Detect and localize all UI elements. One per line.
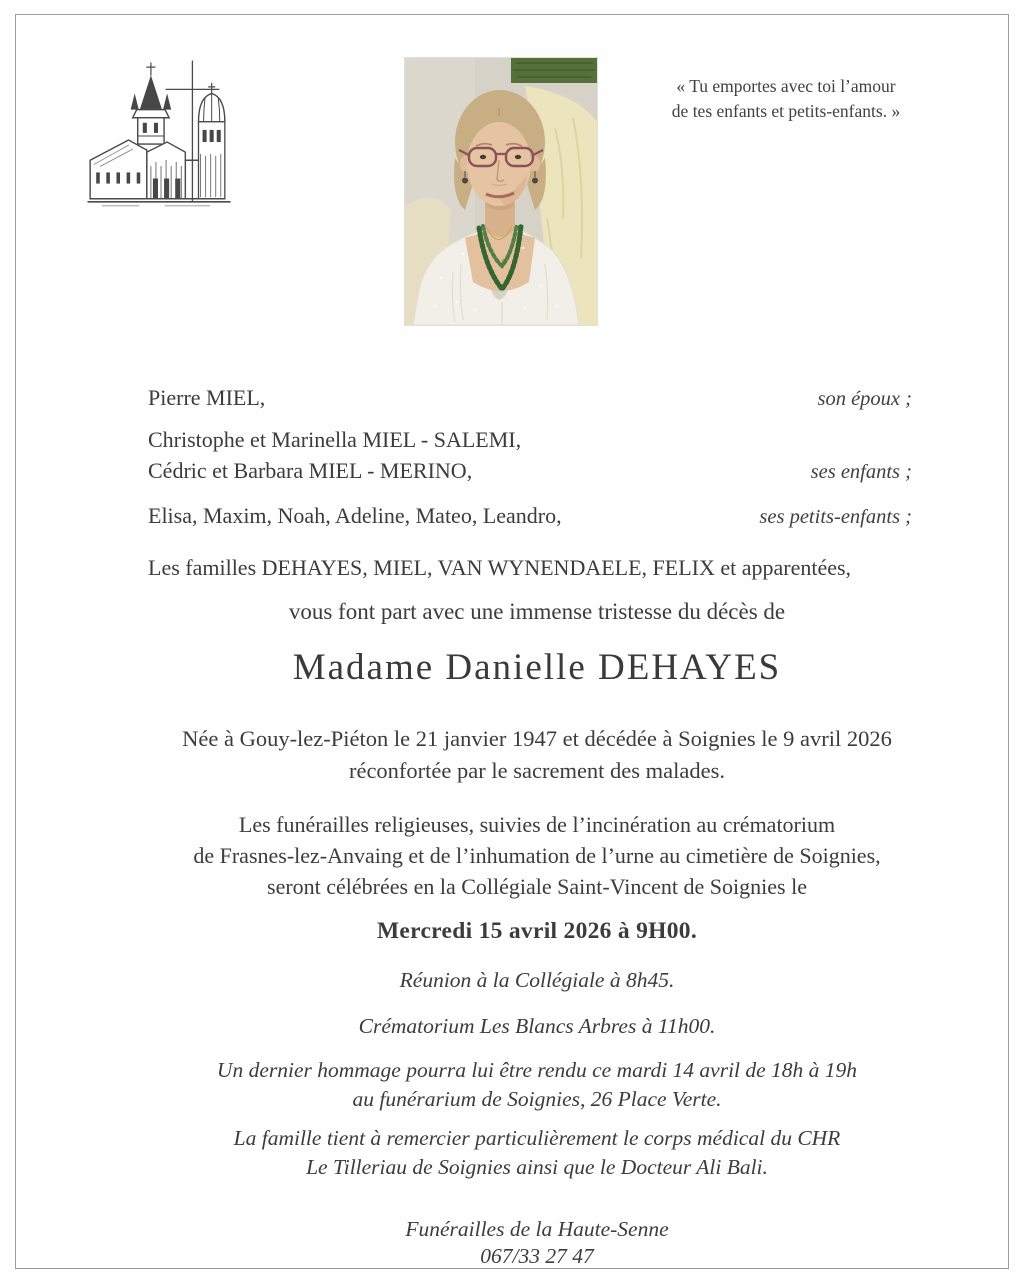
- ceremony-line-2: de Frasnes-lez-Anvaing et de l’inhumation de l’urne au cimetière de Soignies,: [193, 843, 881, 868]
- tribute-paragraph: [48, 1056, 1026, 1114]
- ceremony-date: Mercredi 15 avril 2026 à 9H00.: [376, 918, 698, 944]
- sacrament-line: réconfortée par le sacrement des malades.: [348, 758, 726, 783]
- life-dates-block: [48, 723, 1026, 787]
- meeting-line: Réunion à la Collégiale à 8h45.: [399, 968, 675, 992]
- ceremony-paragraph: [48, 809, 1026, 902]
- tribute-line-1: Un dernier hommage pourra lui être rendu ce mardi 14 avril de 18h à 19h: [216, 1058, 858, 1082]
- funeral-home-phone: 067/33 27 47: [480, 1244, 594, 1268]
- family-row: [148, 458, 912, 484]
- family-names: Les familles DEHAYES, MIEL, VAN WYNENDAELE, FELIX et apparentées,: [148, 555, 852, 580]
- church-illustration: [80, 48, 238, 230]
- portrait-photo: [405, 58, 597, 325]
- relationship-label: son époux ;: [817, 388, 912, 410]
- relationship-label: ses enfants ;: [810, 461, 912, 483]
- quote-line-1: « Tu emportes avec toi l’amour: [676, 76, 896, 96]
- tribute-line-2: au funérarium de Soignies, 26 Place Verte.: [352, 1087, 722, 1111]
- ceremony-line-1: Les funérailles religieuses, suivies de l’incinération au crématorium: [238, 812, 836, 837]
- life-dates-line: Née à Gouy-lez-Piéton le 21 janvier 1947 et décédée à Soignies le 9 avril 2026: [182, 726, 892, 751]
- funeral-home-name: Funérailles de la Haute-Senne: [405, 1217, 669, 1241]
- relationship-label: ses petits-enfants ;: [759, 506, 912, 528]
- deceased-name: Madame Danielle DEHAYES: [292, 647, 782, 688]
- announcement-line: vous font part avec une immense tristesse du décès de: [288, 599, 786, 624]
- thanks-line-1: La famille tient à remercier particulièrement le corps médical du CHR: [233, 1126, 841, 1150]
- ceremony-line-3: seront célébrées en la Collégiale Saint-Vincent de Soignies le: [267, 874, 807, 899]
- thanks-paragraph: [48, 1124, 1026, 1182]
- quote-line-2: de tes enfants et petits-enfants. »: [671, 101, 901, 121]
- footer-block: [48, 1216, 1026, 1270]
- crematorium-line: Crématorium Les Blancs Arbres à 11h00.: [358, 1014, 716, 1038]
- family-names: Cédric et Barbara MIEL - MERINO,: [148, 458, 473, 483]
- thanks-line-2: Le Tilleriau de Soignies ainsi que le Docteur Ali Bali.: [306, 1155, 768, 1179]
- memorial-quote: [638, 74, 934, 124]
- portrait-photo-image: [405, 58, 597, 325]
- family-row: [148, 555, 912, 581]
- family-names: Christophe et Marinella MIEL - SALEMI,: [148, 427, 522, 452]
- family-row: [148, 385, 912, 411]
- family-row: [148, 427, 912, 453]
- family-names: Elisa, Maxim, Noah, Adeline, Mateo, Leandro,: [148, 503, 562, 528]
- family-row: [148, 503, 912, 529]
- family-names: Pierre MIEL,: [148, 385, 266, 410]
